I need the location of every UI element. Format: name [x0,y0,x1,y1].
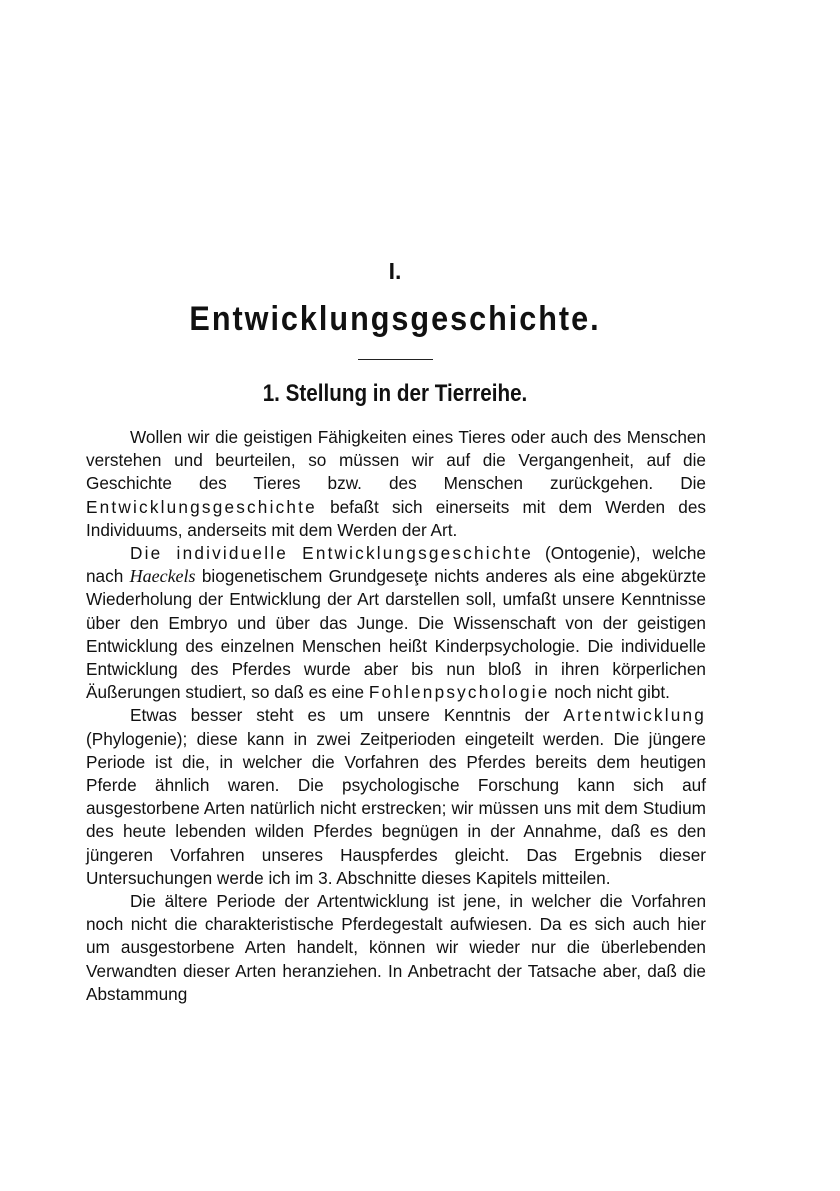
paragraph-4: Die ältere Periode der Artentwicklung ist jene, in welcher die Vorfahren noch nicht die charakteristische Pferdegestalt aufwiesen. Da es sich auch hier um ausgestorbene Arten handelt, können wir wieder nur die überlebenden Verwandten dieser Arten heranziehen. In Anbetracht der Tatsache aber, daß die Abstammung [86,891,706,1004]
paragraph-1-text-c: befaßt sich einerseits mit dem Werden des Individuums, anderseits mit dem Werden der Art. [86,496,706,540]
paragraph-3 [86,704,706,890]
paragraph-2 [86,542,706,704]
spaced-term-entwicklungsgeschichte: Entwicklungsgeschichte [86,496,317,517]
paragraph-3-text-a: Etwas besser steht es um unsere Kenntnis der [130,705,564,726]
paragraph-3-text-c: (Phylogenie); diese kann in zwei Zeitperioden eingeteilt werden. Die jüngere Periode ist die, in welcher die Vorfahren des Pferdes bereits dem heutigen Pferde ähnlich waren. Die psychologische Forschung kann sich auf ausgestorbene Arten natürlich nicht erstrecken; wir müssen uns mit dem Studium des heute lebenden wilden Pferdes begnügen in der Annahme, daß es den jüngeren Vorfahren unseres Hauspferdes gleicht. Das Ergebnis dieser Untersuchungen werde ich im 3. Abschnitte dieses Kapitels mitteilen. [86,728,706,888]
paragraph-2-text-f: noch nicht gibt. [549,682,670,703]
spaced-term-individuelle-entwicklungsgeschichte: Die individuelle Entwicklungsgeschichte [130,543,534,564]
chapter-number: I. [388,258,402,284]
italic-name-haeckels: Haeckels [129,566,196,587]
spaced-term-fohlenpsychologie: Fohlenpsychologie [368,682,550,703]
paragraph-2-text-b: (Ontogenie), welche nach [86,543,706,587]
body-text [86,426,706,1006]
paragraph-2-text-d: biogenetischem Grundgeseţe nichts anderes als eine abgekürzte Wiederholung der Entwicklung der Art darstellen soll, umfaßt unsere Kenntnisse über den Embryo und über das Junge. Die Wissenschaft von der geistigen Entwicklung des einzelnen Menschen heißt Kinderpsychologie. Die individuelle Entwicklung des Pferdes wurde aber bis nun bloß in ihren körperlichen Äußerungen studiert, so daß es eine [86,566,706,703]
paragraph-1-text-a: Wollen wir die geistigen Fähigkeiten eines Tieres oder auch des Menschen verstehen und beurteilen, so müssen wir auf die Vergangenheit, auf die Geschichte des Tieres bzw. des Menschen zurückgehen. Die [86,427,706,494]
spaced-term-artentwicklung: Artentwicklung [563,705,706,726]
chapter-title: Entwicklungsgeschichte. [189,300,601,338]
section-heading: 1. Stellung in der Tierreihe. [262,380,528,407]
title-divider [358,359,433,360]
paragraph-1 [86,426,706,542]
